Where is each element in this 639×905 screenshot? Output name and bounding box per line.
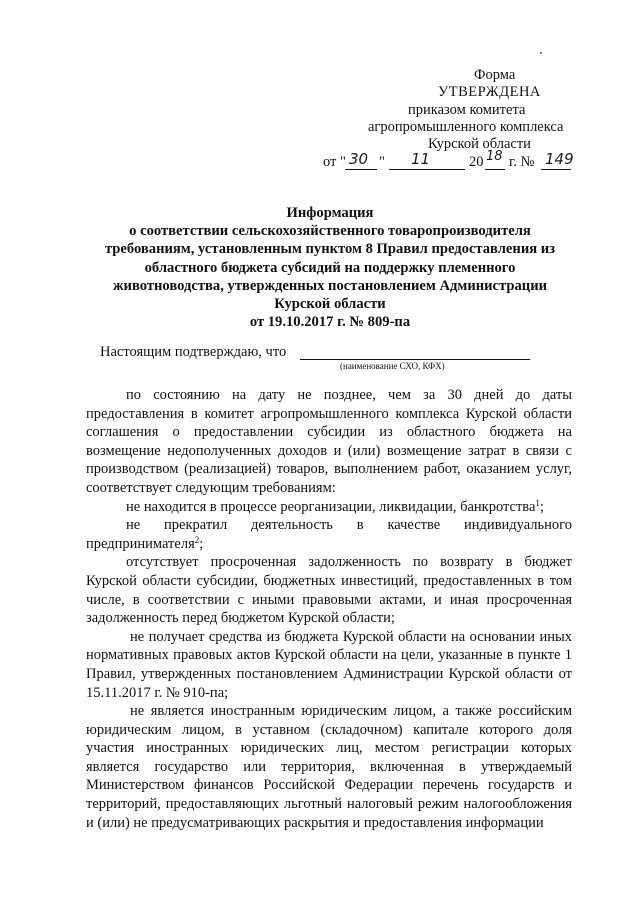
document-body: [86, 386, 572, 832]
confirmation-text: Настоящим подтверждаю, что: [100, 344, 287, 360]
title-line: требованиям, установленным пунктом 8 Правил предоставления из: [104, 241, 556, 258]
number-underline: [541, 169, 571, 170]
title-line: областного бюджета субсидий на поддержку племенного: [144, 259, 516, 276]
handwritten-month: 11: [411, 150, 431, 168]
year-underline: [485, 169, 505, 170]
organization-name-blank: [300, 359, 530, 360]
region-label: Курской области: [428, 136, 531, 152]
title-line: о соответствии сельскохозяйственного товаропроизводителя: [129, 223, 531, 240]
title-line: Курской области: [274, 296, 386, 313]
date-quote: ": [379, 154, 385, 170]
scan-speck: [540, 52, 542, 54]
date-prefix: от ": [323, 154, 346, 170]
day-underline: [345, 169, 377, 170]
body-paragraph: не получает средства из бюджета Курской области на основании иных нормативных правовых актов Курской области на цели, указанные в пункте 1 Правил, утвержденных постановлением Администрации Курской области от 15.11.2017 г. № 910-па;: [86, 628, 572, 701]
approved-label: УТВЕРЖДЕНА: [438, 84, 541, 100]
body-paragraph: не прекратил деятельность в качестве индивидуального предпринимателя$^2$;: [86, 517, 572, 552]
footnote-marker: 2: [194, 534, 200, 545]
body-paragraph: отсутствует просроченная задолженность по возврату в бюджет Курской области субсидии, бюджетных инвестиций, предоставленных в том числе, в соответствии с иными правовыми актами, и иная просроченная задолженность перед бюджетом Курской области;: [86, 554, 572, 627]
body-paragraph: не является иностранным юридическим лицом, а также российским юридическим лицом, в уставном (складочном) капитале которого доля участия иностранных юридических лиц, местом регистрации которых является государство или территория, включенная в утверждаемый Министерством финансов Российской Федерации перечень государств и территорий, предоставляющих льготный налоговый режим налогообложения и (или) не предусматривающих раскрытия и предоставления информации: [86, 703, 572, 831]
number-prefix: г. №: [509, 154, 535, 170]
document-title: [70, 204, 590, 331]
form-label: Форма: [474, 67, 516, 83]
month-underline: [389, 169, 465, 170]
footnote-marker: 1: [535, 497, 540, 508]
body-paragraph: по состоянию на дату не позднее, чем за 30 дней до даты предоставления в комитет агропромышленного комплекса Курской области соглашения о предоставлении субсидии из областного бюджета на возмещение недополученных доходов и (или) возмещение затрат в связи с производством (реализацией) товаров, выполнением работ, оказанием услуг, соответствует следующим требованиям:: [86, 387, 572, 496]
committee-label: агропромышленного комплекса: [368, 119, 564, 135]
organization-name-caption: (наименование СХО, КФХ): [340, 361, 445, 371]
order-label: приказом комитета: [408, 102, 526, 118]
title-line: животноводства, утвержденных постановлением Администрации: [112, 277, 548, 294]
title-line: от 19.10.2017 г. № 809-па: [249, 314, 411, 331]
handwritten-year: 18: [486, 149, 503, 164]
handwritten-number: 149: [545, 150, 574, 168]
handwritten-day: 30: [349, 150, 369, 168]
title-line: Информация: [286, 205, 374, 221]
body-paragraph: не находится в процессе реорганизации, ликвидации, банкротства$^1$;: [126, 497, 544, 515]
year-prefix: 20: [469, 154, 484, 170]
